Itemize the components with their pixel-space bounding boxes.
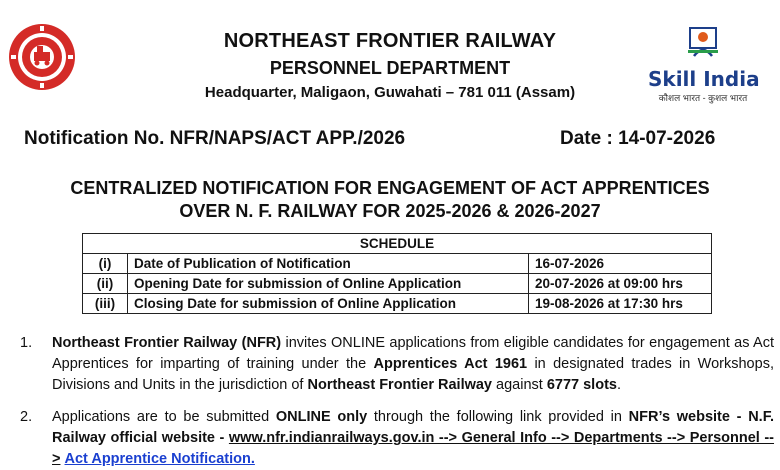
website-path-link[interactable]: www.nfr.indianrailways.gov.in --> General Info --> Departments --> Personnel --> [52,430,775,467]
railway-name: Northeast Frontier Railway [307,377,492,393]
act-name: Apprentices Act 1961 [373,356,528,372]
table-row [83,254,712,274]
online-only: ONLINE only [275,409,368,425]
notice-title-line-2: OVER N. F. RAILWAY FOR 2025-2026 & 2026-2027 [179,201,601,221]
paragraph-text [52,333,774,396]
paragraph-number: 2. [20,409,33,425]
text-span: . [616,377,621,393]
department-name: PERSONNEL DEPARTMENT [269,58,511,78]
paragraph-1 [20,333,776,399]
skill-india-tagline: कौशल भारत - कुशल भारत [658,93,748,103]
notice-title-line-1: CENTRALIZED NOTIFICATION FOR ENGAGEMENT OF ACT APPRENTICES [70,178,710,198]
skill-india-logo [648,26,758,106]
table-row [83,274,712,294]
table-row [83,294,712,314]
paragraph-text [52,407,774,470]
row-value: 19-08-2026 at 17:30 hrs [529,294,712,314]
row-value: 20-07-2026 at 09:00 hrs [529,274,712,294]
notification-date: Date : 14-07-2026 [560,128,716,149]
row-number: (iii) [83,294,128,314]
schedule-header-row [83,234,712,254]
schedule-table [82,233,712,314]
paragraph-2 [20,407,776,470]
row-event: Date of Publication of Notification [128,254,529,274]
row-number: (ii) [83,274,128,294]
text-span: through the following link provided in [367,409,629,425]
text-span: against [492,377,547,393]
row-value: 16-07-2026 [529,254,712,274]
skill-india-icon [686,26,720,60]
organization-name: NORTHEAST FRONTIER RAILWAY [223,30,557,52]
row-event: Closing Date for submission of Online Application [128,294,529,314]
nfr-name: Northeast Frontier Railway (NFR) [52,335,282,351]
row-event: Opening Date for submission of Online Application [128,274,529,294]
row-number: (i) [83,254,128,274]
nfr-website-label: NFR’s website - N.F. Railway official website - [52,409,774,446]
schedule-heading: SCHEDULE [83,234,712,254]
slot-count: 6777 slots [546,377,617,393]
paragraph-number: 1. [20,335,33,351]
text-span: invites ONLINE applications from eligible candidates for engagement as Act Apprentices for imparting of training under the [52,335,775,372]
text-span: in designated trades in Workshops, Divisions and Units in the jurisdiction of [52,356,774,393]
act-apprentice-notification-link[interactable]: Act Apprentice Notification. [64,451,255,467]
headquarter-address: Headquarter, Maligaon, Guwahati – 781 011 (Assam) [204,84,576,101]
text-span: Applications are to be submitted [52,409,276,425]
notification-number: Notification No. NFR/NAPS/ACT APP./2026 [24,128,406,149]
skill-india-title: Skill India [648,67,760,91]
